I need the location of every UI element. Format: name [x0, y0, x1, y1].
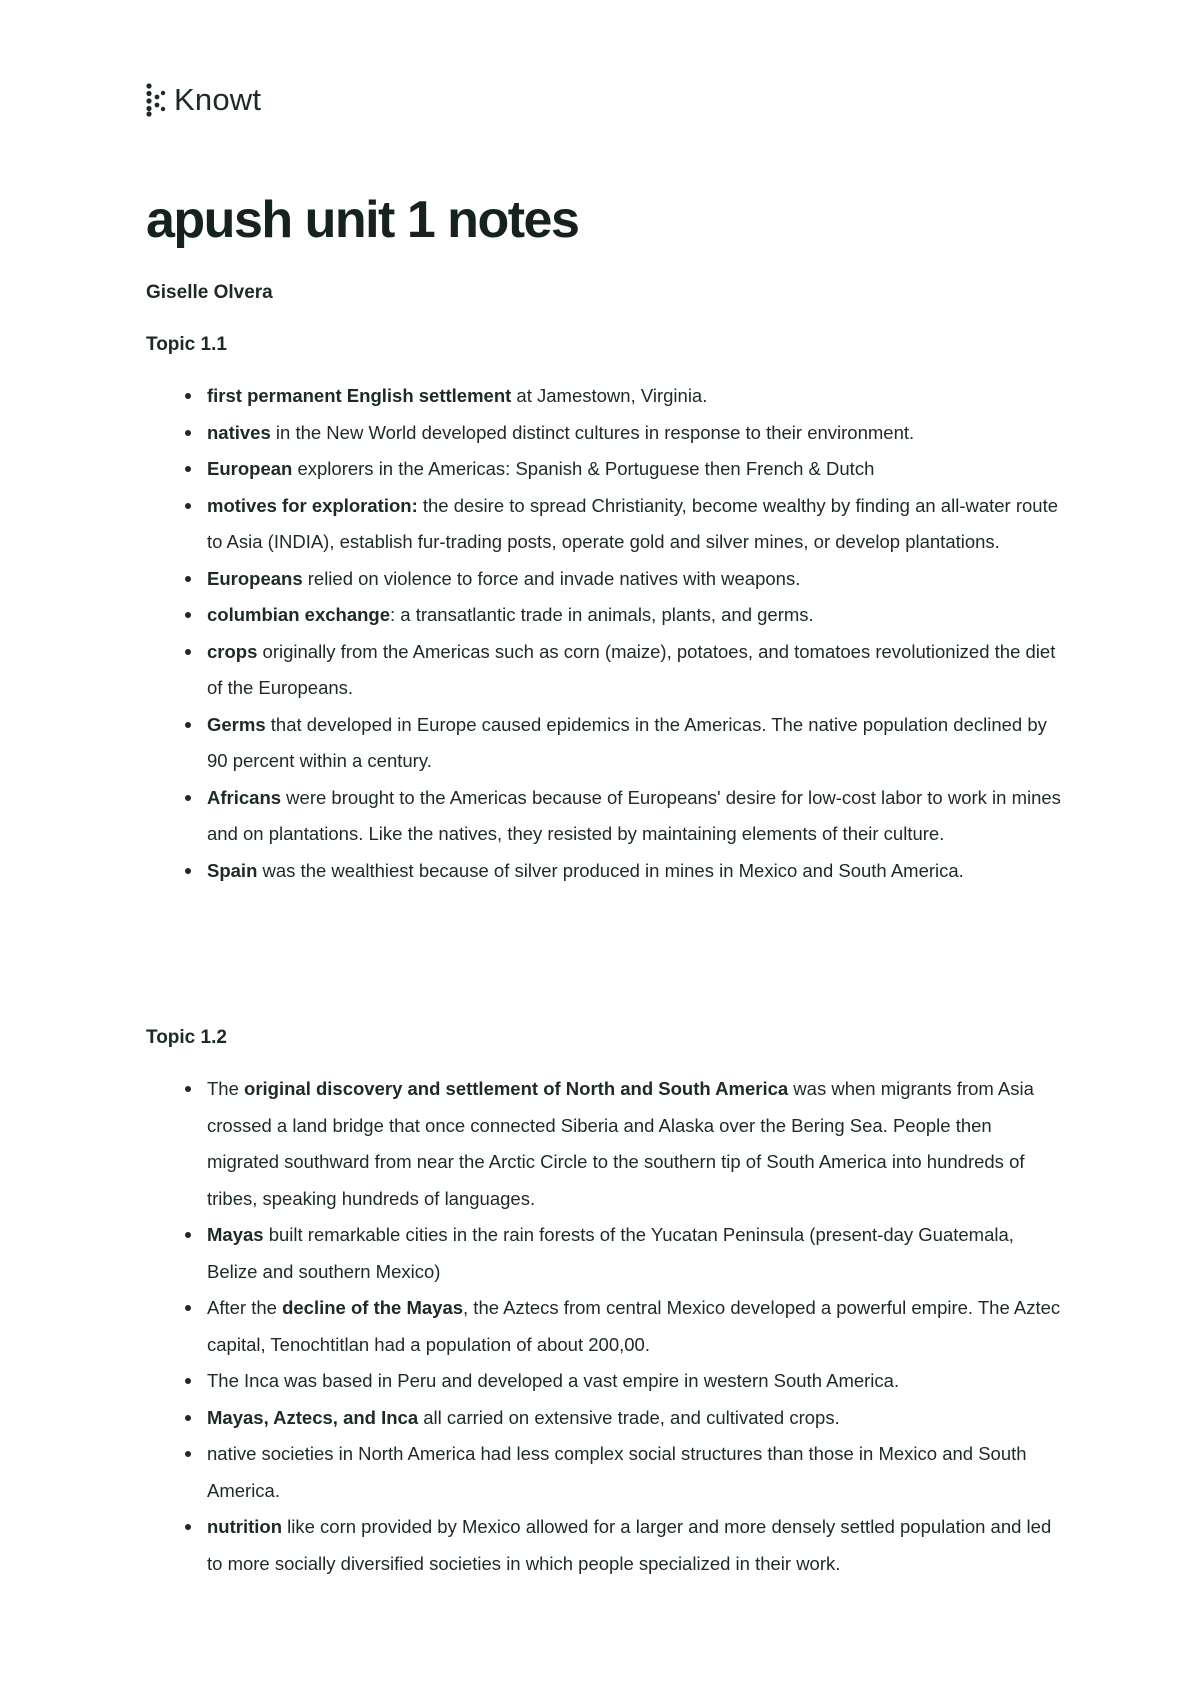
list-item — [207, 378, 1066, 415]
note-text: that developed in Europe caused epidemics in the Americas. The native population declined by 90 percent within a century. — [207, 713, 1047, 771]
bold-term: Mayas, Aztecs, and Inca — [207, 1406, 419, 1428]
list-item — [207, 1217, 1066, 1290]
bold-term: Germs — [207, 713, 266, 735]
section-heading: Topic 1.2 — [146, 1027, 227, 1048]
bold-term: original discovery and settlement of North and South America — [244, 1078, 789, 1099]
notes-list — [146, 1071, 1066, 1582]
list-item — [207, 1363, 1066, 1400]
bold-term: nutrition — [207, 1516, 283, 1537]
note-text: originally from the Americas such as corn (maize), potatoes, and tomatoes revolutionized the diet of the Europeans. — [207, 640, 1056, 698]
list-item — [207, 451, 1066, 488]
note-text: , the Aztecs from central Mexico developed a powerful empire. The Aztec capital, Tenochtitlan had a population of about 200,00. — [207, 1297, 1061, 1355]
knowt-dots-icon — [146, 83, 166, 117]
list-item — [207, 1436, 1066, 1509]
list-item — [207, 707, 1066, 780]
section-topic-1-2 — [146, 1023, 1066, 1582]
note-text: all carried on extensive trade, and cultivated crops. — [418, 1406, 840, 1428]
section-heading: Topic 1.1 — [146, 334, 227, 355]
note-text: The Inca was based in Peru and developed a vast empire in western South America. — [207, 1370, 900, 1391]
list-item — [207, 1400, 1066, 1437]
bold-term: motives for exploration: — [207, 494, 418, 516]
note-text: : a transatlantic trade in animals, plants, and germs. — [390, 604, 814, 625]
list-item — [207, 1071, 1066, 1217]
note-text: was the wealthiest because of silver produced in mines in Mexico and South America. — [257, 859, 964, 881]
note-text: like corn provided by Mexico allowed for a larger and more densely settled population and led to more socially diversified societies in which people specialized in their work. — [207, 1516, 1052, 1574]
brand-name: Knowt — [174, 82, 262, 117]
note-text: was when migrants from Asia crossed a land bridge that once connected Siberia and Alaska over the Bering Sea. People then migrated southward from near the Arctic Circle to the southern tip of South America into hundreds of tribes, speaking hundreds of languages. — [207, 1078, 1034, 1209]
bold-term: natives — [207, 421, 271, 443]
note-text: relied on violence to force and invade natives with weapons. — [302, 567, 801, 589]
bold-term: European — [207, 458, 293, 479]
list-item — [207, 1290, 1066, 1363]
bold-term: first permanent English settlement — [207, 385, 512, 406]
bold-term: crops — [207, 640, 258, 662]
note-text: at Jamestown, Virginia. — [511, 385, 708, 406]
bold-term: Africans — [207, 786, 282, 808]
note-text: in the New World developed distinct cultures in response to their environment. — [270, 421, 915, 443]
document-page — [146, 78, 1066, 1574]
notes-list — [146, 378, 1066, 889]
note-text: After the — [207, 1297, 283, 1318]
bold-term: Spain — [207, 859, 258, 881]
list-item — [207, 853, 1066, 890]
brand-header[interactable] — [146, 78, 1066, 122]
section-topic-1-1 — [146, 330, 1066, 889]
bold-term: Europeans — [207, 567, 303, 589]
note-text: built remarkable cities in the rain forests of the Yucatan Peninsula (present-day Guatemala, Belize and southern Mexico) — [207, 1224, 1014, 1282]
list-item — [207, 597, 1066, 634]
list-item — [207, 415, 1066, 452]
list-item — [207, 1509, 1066, 1582]
note-text: native societies in North America had less complex social structures than those in Mexico and South America. — [207, 1443, 1027, 1501]
bold-term: decline of the Mayas — [282, 1297, 464, 1318]
note-text: were brought to the Americas because of Europeans' desire for low-cost labor to work in mines and on plantations. Like the natives, they resisted by maintaining elements of their culture. — [207, 786, 1061, 844]
bold-term: columbian exchange — [207, 604, 390, 625]
list-item — [207, 561, 1066, 598]
list-item — [207, 780, 1066, 853]
note-text: the desire to spread Christianity, become wealthy by finding an all-water route to Asia (INDIA), establish fur-trading posts, operate gold and silver mines, or develop plantations. — [207, 494, 1059, 552]
bold-term: Mayas — [207, 1224, 264, 1245]
note-text: explorers in the Americas: Spanish & Portuguese then French & Dutch — [292, 458, 875, 479]
list-item — [207, 634, 1066, 707]
list-item — [207, 488, 1066, 561]
note-text: The — [207, 1078, 245, 1099]
page-title: apush unit 1 notes — [146, 191, 579, 249]
author-name: Giselle Olvera — [146, 282, 273, 303]
